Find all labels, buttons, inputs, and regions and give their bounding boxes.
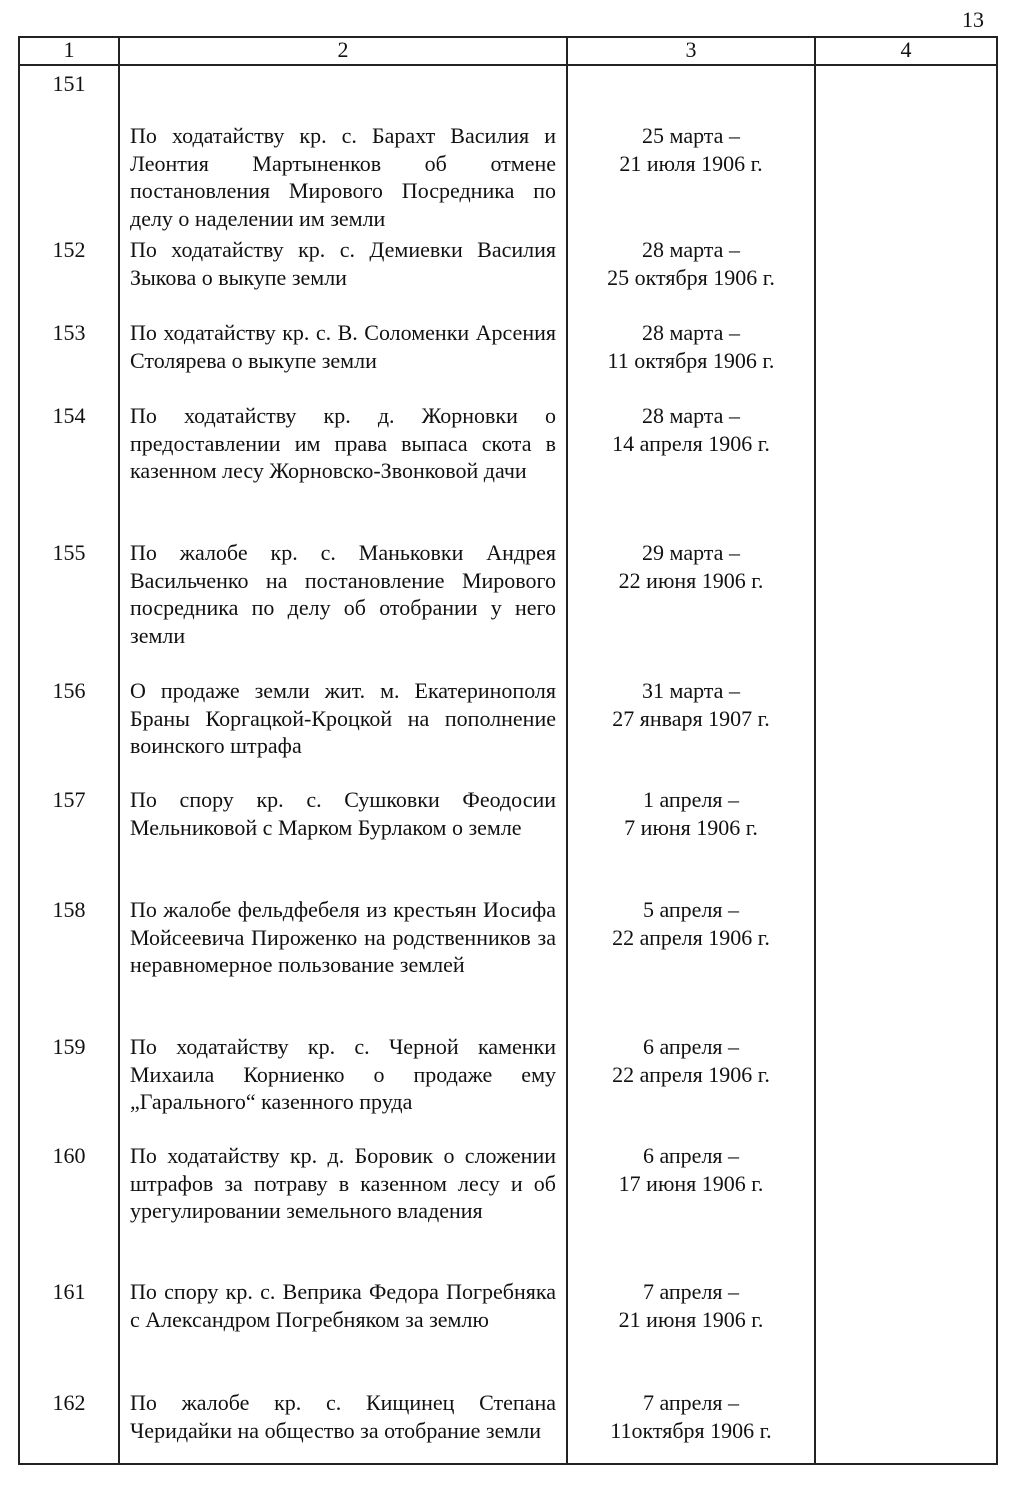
date-start: 29 марта – [642, 540, 740, 565]
row-note [815, 398, 997, 535]
row-title: О продаже земли жит. м. Екатеринополя Браны Коргацкой-Кроцкой на пополнение воинского штрафа [119, 673, 567, 782]
date-end: 27 января 1907 г. [612, 705, 770, 731]
date-start: 28 марта – [642, 403, 740, 428]
date-end: 14 апреля 1906 г. [612, 430, 770, 456]
table-row [19, 1138, 997, 1274]
register-table [18, 36, 998, 1465]
header-col-2: 2 [119, 37, 567, 65]
row-dates [567, 1138, 815, 1274]
row-title: По жалобе кр. с. Маньковки Андрея Васильченко на постановление Мирового посредника по делу об отобрании у него земли [119, 535, 567, 673]
row-title: По спору кр. с. Веприка Федора Погребняка с Александром Погребняком за землю [119, 1274, 567, 1385]
row-note [815, 1138, 997, 1274]
date-start: 7 апреля – [642, 1279, 740, 1304]
date-start: 1 апреля – [642, 787, 740, 812]
header-col-1: 1 [19, 37, 119, 65]
row-dates [567, 892, 815, 1029]
row-dates [567, 1274, 815, 1385]
table-header [19, 37, 997, 65]
row-dates [567, 1029, 815, 1138]
row-number: 151 [19, 65, 119, 232]
table-row [19, 315, 997, 398]
table-row [19, 398, 997, 535]
date-end: 22 июня 1906 г. [618, 567, 764, 593]
row-note [815, 232, 997, 315]
row-title: По спору кр. с. Сушковки Феодосии Мельниковой с Марком Бурлаком о земле [119, 782, 567, 892]
row-number: 152 [19, 232, 119, 315]
row-number: 155 [19, 535, 119, 673]
date-end: 21 июля 1906 г. [619, 150, 763, 176]
date-end: 17 июня 1906 г. [618, 1170, 764, 1196]
date-start: 31 марта – [642, 678, 740, 703]
date-start: 7 апреля – [642, 1390, 740, 1415]
table-row [19, 892, 997, 1029]
row-title: По ходатайству кр. д. Боровик о сложении штрафов за потраву в казенном лесу и об урегулировании земельного владения [119, 1138, 567, 1274]
date-start: 25 марта – [642, 123, 740, 148]
row-number: 159 [19, 1029, 119, 1138]
date-start: 28 марта – [642, 237, 740, 262]
row-dates [567, 65, 815, 232]
header-col-3: 3 [567, 37, 815, 65]
row-number: 158 [19, 892, 119, 1029]
date-start: 6 апреля – [642, 1143, 740, 1168]
row-note [815, 892, 997, 1029]
row-note [815, 1385, 997, 1464]
table-row [19, 782, 997, 892]
table-row [19, 1029, 997, 1138]
row-note [815, 65, 997, 232]
header-row [19, 37, 997, 65]
row-number: 157 [19, 782, 119, 892]
date-end: 21 июня 1906 г. [618, 1306, 764, 1332]
page-number: 13 [962, 7, 984, 32]
date-end: 11 октября 1906 г. [607, 347, 775, 373]
table-row [19, 232, 997, 315]
date-end: 25 октября 1906 г. [607, 264, 775, 290]
row-title: По ходатайству кр. с. Демиевки Василия Зыкова о выкупе земли [119, 232, 567, 315]
row-note [815, 673, 997, 782]
table-row [19, 673, 997, 782]
row-number: 160 [19, 1138, 119, 1274]
table-row [19, 1385, 997, 1464]
date-start: 5 апреля – [642, 897, 740, 922]
row-note [815, 1029, 997, 1138]
row-title: По ходатайству кр. д. Жорновки о предоставлении им права выпаса скота в казенном лесу Жорновско-Звонковой дачи [119, 398, 567, 535]
table-row [19, 535, 997, 673]
row-title: По ходатайству кр. с. Черной каменки Михаила Корниенко о продаже ему „Гарального“ казенного пруда [119, 1029, 567, 1138]
row-dates [567, 398, 815, 535]
row-title: По жалобе кр. с. Кищинец Степана Черидайки на общество за отобрание земли [119, 1385, 567, 1464]
date-end: 22 апреля 1906 г. [612, 1061, 770, 1087]
row-dates [567, 535, 815, 673]
row-dates [567, 315, 815, 398]
row-note [815, 1274, 997, 1385]
table-row [19, 65, 997, 232]
table-row [19, 1274, 997, 1385]
row-dates [567, 673, 815, 782]
date-start: 6 апреля – [642, 1034, 740, 1059]
row-dates [567, 232, 815, 315]
date-end: 11октября 1906 г. [610, 1417, 772, 1443]
row-note [815, 315, 997, 398]
date-end: 7 июня 1906 г. [624, 814, 758, 840]
date-end: 22 апреля 1906 г. [612, 924, 770, 950]
date-start: 28 марта – [642, 320, 740, 345]
row-dates [567, 782, 815, 892]
row-number: 154 [19, 398, 119, 535]
row-title: По ходатайству кр. с. В. Соломенки Арсения Столярева о выкупе земли [119, 315, 567, 398]
table-body [19, 65, 997, 1464]
header-col-4: 4 [815, 37, 997, 65]
row-note [815, 535, 997, 673]
row-number: 162 [19, 1385, 119, 1464]
row-title: По жалобе фельдфебеля из крестьян Иосифа Мойсеевича Пироженко на родственников за неравномерное пользование землей [119, 892, 567, 1029]
row-note [815, 782, 997, 892]
row-number: 156 [19, 673, 119, 782]
row-dates [567, 1385, 815, 1464]
row-number: 153 [19, 315, 119, 398]
row-title: По ходатайству кр. с. Барахт Василия и Леонтия Мартыненков об отмене постановления Мирового Посредника по делу о наделении им земли [119, 65, 567, 232]
row-number: 161 [19, 1274, 119, 1385]
